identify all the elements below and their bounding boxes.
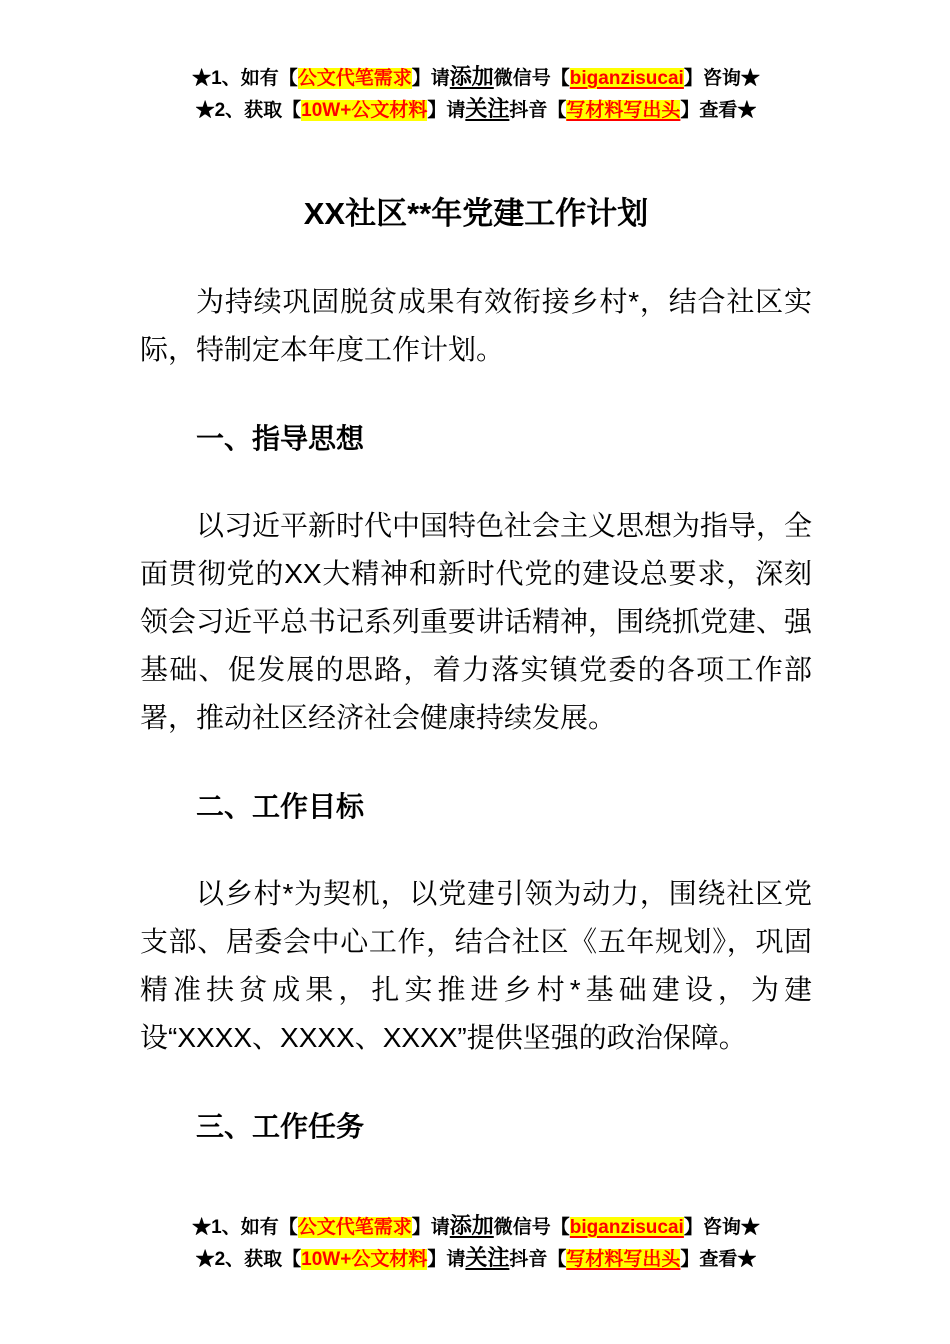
- promo-connector: 】请: [411, 68, 450, 89]
- promo-wechat-id: biganzisucai: [569, 1217, 684, 1238]
- promo-wechat-id: biganzisucai: [569, 68, 684, 89]
- promo-douyin-name: 写材料写出头: [566, 1249, 681, 1270]
- promo-douyin-label: 抖音【: [509, 100, 567, 121]
- section-body-1: 以习近平新时代中国特色社会主义思想为指导，全面贯彻党的XX大精神和新时代党的建设总要求，深刻领会习近平总书记系列重要讲话精神，围绕抓党建、强基础、促发展的思路，着力落实镇党委的各项工作部署，推动社区经济社会健康持续发展。: [140, 510, 813, 733]
- promo-douyin-label: 抖音【: [509, 1249, 567, 1270]
- promo-suffix: 】查看★: [680, 100, 757, 121]
- promo-prefix: ★2、获取【: [195, 100, 302, 121]
- promo-follow-action: 关注: [465, 1245, 510, 1270]
- promo-prefix: ★1、如有【: [192, 68, 298, 89]
- section-heading-2: 二、工作目标: [196, 791, 365, 822]
- promo-wechat-label: 微信号【: [493, 1217, 570, 1238]
- promo-service-highlight: 公文代笔需求: [297, 1217, 412, 1238]
- promo-line-2: [140, 94, 812, 126]
- promo-line-2: [140, 1243, 812, 1275]
- promo-suffix: 】查看★: [680, 1249, 757, 1270]
- promo-suffix: 】咨询★: [683, 68, 760, 89]
- promo-material-highlight: 10W+公文材料: [301, 100, 428, 121]
- promo-banner-top: [140, 62, 812, 126]
- promo-prefix: ★2、获取【: [195, 1249, 302, 1270]
- promo-connector: 】请: [427, 1249, 466, 1270]
- promo-material-highlight: 10W+公文材料: [301, 1249, 428, 1270]
- promo-add-action: 添加: [449, 64, 494, 89]
- promo-line-1: [140, 62, 812, 94]
- promo-connector: 】请: [411, 1217, 450, 1238]
- promo-wechat-label: 微信号【: [493, 68, 570, 89]
- promo-banner-bottom: [140, 1211, 812, 1275]
- promo-connector: 】请: [427, 100, 466, 121]
- section-body-2: 以乡村*为契机，以党建引领为动力，围绕社区党支部、居委会中心工作，结合社区《五年规划》，巩固精准扶贫成果，扎实推进乡村*基础建设，为建设“XXXX、XXXX、XXXX”提供坚强的政治保障。: [140, 878, 812, 1053]
- promo-line-1: [140, 1211, 812, 1243]
- section-heading-3: 三、工作任务: [196, 1111, 365, 1142]
- document-title: XX社区**年党建工作计划: [303, 196, 649, 231]
- promo-add-action: 添加: [449, 1213, 494, 1238]
- promo-service-highlight: 公文代笔需求: [297, 68, 412, 89]
- promo-suffix: 】咨询★: [683, 1217, 760, 1238]
- promo-prefix: ★1、如有【: [192, 1217, 298, 1238]
- promo-douyin-name: 写材料写出头: [566, 100, 681, 121]
- promo-follow-action: 关注: [465, 96, 510, 121]
- intro-paragraph: 为持续巩固脱贫成果有效衔接乡村*，结合社区实际，特制定本年度工作计划。: [140, 286, 812, 365]
- section-heading-1: 一、指导思想: [196, 423, 365, 454]
